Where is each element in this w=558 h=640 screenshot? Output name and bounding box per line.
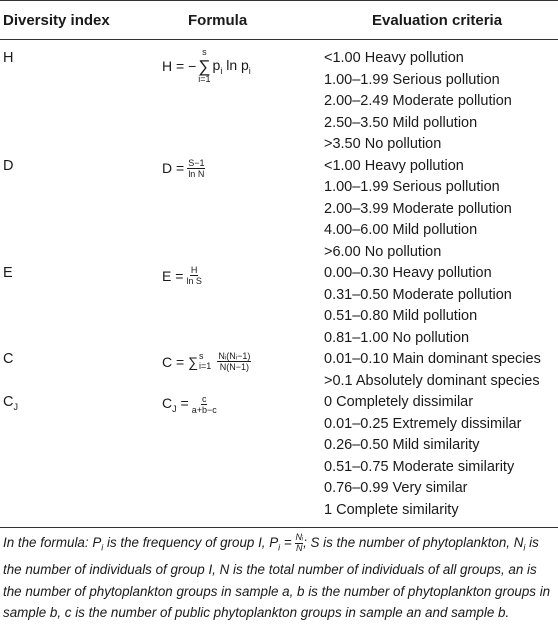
criterion: 2.00–3.99 Moderate pollution — [324, 200, 512, 217]
table-footnote — [0, 528, 558, 624]
formula-cell — [148, 392, 322, 521]
header-evaluation-criteria: Evaluation criteria — [372, 11, 503, 29]
footnote-text: = — [280, 535, 296, 550]
formula-cj — [162, 394, 322, 416]
fraction — [192, 394, 217, 416]
index-cell — [0, 392, 148, 521]
formula-cell — [148, 349, 322, 392]
numerator: c — [201, 394, 207, 404]
criterion: 2.00–2.49 Moderate pollution — [324, 93, 512, 109]
sum-lower-limit: i=1 — [198, 73, 211, 84]
footnote-text: In the formula: P — [3, 535, 102, 550]
index-cell — [0, 48, 148, 156]
index-label: C — [3, 351, 14, 367]
criteria-cell — [322, 156, 558, 264]
numerator: H — [190, 265, 198, 275]
formula-lhs: E = — [162, 267, 184, 284]
criterion: 1.00–1.99 Serious pollution — [324, 179, 500, 195]
fraction — [186, 265, 202, 287]
formula-lhs: H = − — [162, 58, 197, 75]
summation-symbol — [198, 48, 210, 85]
footnote-text: is the number of individuals of group I, N is the total number of individuals of all groups, an is the number of phytoplankton groups in sample a, b is the number of phytoplankton groups in sample b, c is the number of public phytoplankton groups in sample an and sample b. — [3, 535, 551, 621]
index-label: E — [3, 265, 13, 281]
term-ln-sub: i — [248, 65, 251, 76]
criterion: 1.00–1.99 Serious pollution — [324, 71, 500, 88]
sum-lower-limit: i=1 — [199, 360, 212, 371]
sum-limits — [199, 352, 211, 372]
criteria-cell — [322, 392, 558, 521]
numerator: Nᵢ — [295, 532, 304, 543]
index-label: C — [3, 394, 14, 410]
criterion: 0.01–0.10 Main dominant species — [324, 351, 541, 367]
formula-term — [213, 57, 251, 76]
denominator: N — [296, 542, 303, 553]
footnote-sub: i — [101, 542, 104, 553]
footnote-sub: i — [278, 542, 281, 553]
criterion: >0.1 Absolutely dominant species — [324, 372, 540, 389]
lhs-c: C — [162, 395, 173, 412]
fraction — [187, 158, 205, 180]
sigma-glyph: ∑ — [198, 56, 211, 76]
criterion: 0.00–0.30 Heavy pollution — [324, 265, 492, 281]
formula-lhs: C = ∑ — [162, 353, 199, 370]
header-diversity-index: Diversity index — [3, 11, 110, 29]
term-p: p — [212, 56, 221, 73]
formula-d — [162, 158, 322, 180]
table-row — [0, 156, 558, 264]
criterion: >3.50 No pollution — [324, 136, 442, 152]
criterion: 0.76–0.99 Very similar — [324, 480, 468, 496]
table-row — [0, 263, 558, 349]
footnote-text: ; S is the number of phytoplankton, N — [303, 535, 524, 550]
criterion: 2.50–3.50 Mild pollution — [324, 114, 478, 131]
criteria-cell — [322, 349, 558, 392]
criterion: >6.00 No pollution — [324, 243, 442, 260]
sum-upper-limit: s — [199, 350, 204, 361]
criteria-cell — [322, 48, 558, 156]
criterion: 1 Complete similarity — [324, 501, 459, 518]
criterion: 0 Completely dissimilar — [324, 394, 474, 410]
criteria-cell — [322, 263, 558, 349]
sum-upper-limit: s — [202, 47, 207, 57]
formula-e — [162, 265, 322, 287]
index-cell — [0, 349, 148, 392]
denominator: a+b−c — [191, 405, 217, 416]
term-sub: i — [220, 65, 223, 76]
criterion: 0.26–0.50 Mild similarity — [324, 437, 480, 453]
term-ln: ln p — [222, 56, 249, 73]
footnote-sub: i — [523, 542, 526, 553]
denominator: ln N — [188, 168, 205, 179]
table-body — [0, 40, 558, 521]
criterion: <1.00 Heavy pollution — [324, 157, 464, 174]
index-cell — [0, 156, 148, 264]
footnote-fraction — [295, 533, 303, 554]
table-row — [0, 349, 558, 392]
index-label: D — [3, 157, 14, 174]
numerator: Nᵢ(Nᵢ−1) — [218, 351, 251, 361]
index-sub: J — [13, 401, 18, 412]
lhs-eq: = — [176, 395, 189, 412]
criterion: 4.00–6.00 Mild pollution — [324, 222, 478, 238]
table-row — [0, 392, 558, 521]
fraction — [217, 351, 251, 373]
criterion: 0.81–1.00 No pollution — [324, 329, 470, 346]
table-row — [0, 48, 558, 156]
formula-cell — [148, 48, 322, 156]
index-label: H — [3, 50, 14, 66]
index-cell — [0, 263, 148, 349]
criterion: 0.31–0.50 Moderate pollution — [324, 286, 512, 303]
formula-lhs — [162, 395, 189, 414]
formula-cell — [148, 156, 322, 264]
criterion: 0.51–0.80 Mild pollution — [324, 308, 478, 324]
numerator: S−1 — [188, 157, 205, 168]
denominator: ln S — [186, 276, 202, 287]
formula-h — [162, 48, 322, 85]
formula-lhs: D = — [162, 160, 185, 177]
criterion: 0.01–0.25 Extremely dissimilar — [324, 415, 522, 432]
lhs-sub: J — [172, 404, 177, 415]
table-header — [0, 1, 558, 39]
criterion: 0.51–0.75 Moderate similarity — [324, 458, 515, 475]
denominator: N(N−1) — [219, 362, 249, 373]
formula-cell — [148, 263, 322, 349]
formula-c — [162, 351, 322, 373]
criterion: <1.00 Heavy pollution — [324, 50, 464, 66]
header-formula: Formula — [188, 11, 248, 29]
footnote-text: is the frequency of group I, P — [103, 535, 279, 550]
